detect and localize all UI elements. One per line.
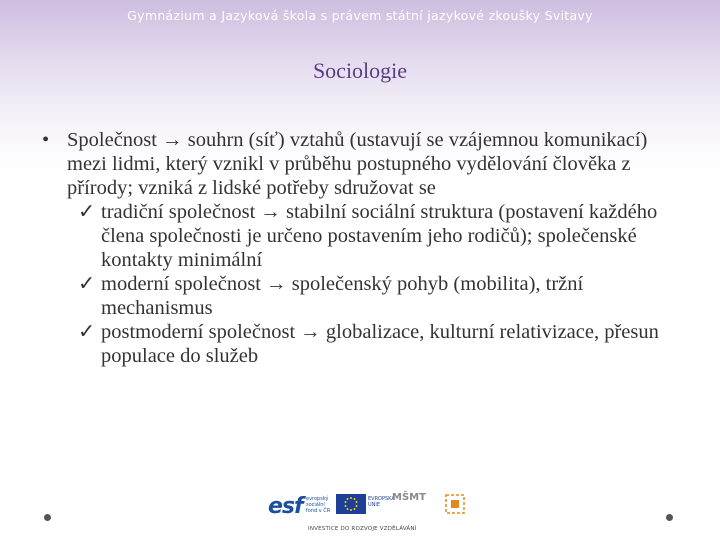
funding-caption: INVESTICE DO ROZVOJE VZDĚLÁVÁNÍ	[308, 526, 417, 532]
funding-logo-strip	[268, 490, 480, 538]
decorative-dot-left	[44, 514, 51, 521]
sub-bullet-text: tradiční společnost → stabilní sociální struktura (postavení každého člena společnosti je určeno postavením jeho rodičů); společenské kontakty minimální	[101, 201, 658, 271]
main-bullet-text: Společnost → souhrn (síť) vztahů (ustavují se vzájemnou komunikací) mezi lidmi, který vznikl v průběhu postupného vydělování člověka z přírody; vzniká z lidské potřeby sdružovat se	[67, 129, 648, 199]
bullet-icon: •	[42, 129, 50, 151]
decorative-dot-right	[666, 514, 673, 521]
checkmark-icon: ✓	[78, 321, 96, 343]
main-bullet-item	[40, 128, 680, 200]
eu-flag-icon	[336, 494, 366, 514]
sub-bullet-item	[40, 272, 680, 320]
checkmark-icon: ✓	[78, 201, 96, 223]
sub-bullet-text: postmoderní společnost → globalizace, kulturní relativizace, přesun populace do služeb	[101, 321, 659, 367]
eu-logo-text: EVROPSKÁ UNIE	[368, 496, 395, 508]
esf-logo-text: evropský sociální fond v ČR	[306, 496, 331, 514]
slide-title: Sociologie	[312, 58, 408, 83]
school-header: Gymnázium a Jazyková škola s právem státní jazykové zkoušky Svitavy	[127, 8, 593, 23]
op-logo-icon	[444, 493, 466, 515]
checkmark-icon: ✓	[78, 273, 96, 295]
sub-bullet-item	[40, 320, 680, 368]
msmt-logo: MŠMT	[392, 492, 426, 503]
sub-bullet-list	[40, 200, 680, 368]
esf-logo: esf	[268, 494, 303, 519]
sub-bullet-item	[40, 200, 680, 272]
slide-content	[40, 128, 680, 368]
sub-bullet-text: moderní společnost → společenský pohyb (mobilita), tržní mechanismus	[101, 273, 584, 319]
